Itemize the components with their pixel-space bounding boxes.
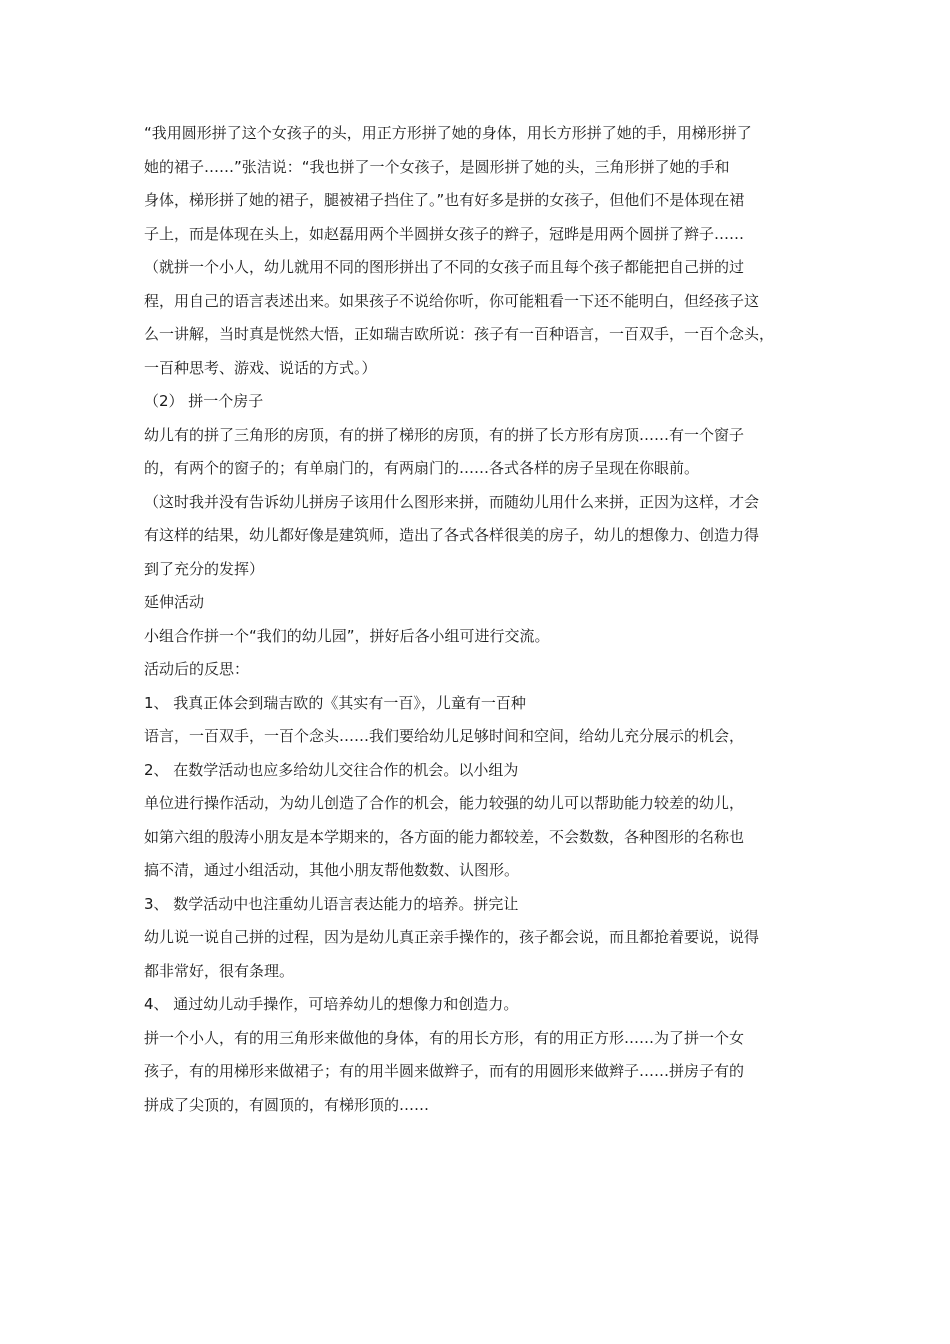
text-line: 的，有两个的窗子的；有单扇门的，有两扇门的……各式各样的房子呈现在你眼前。	[144, 459, 700, 477]
reflection-item-3	[144, 888, 808, 922]
text-line: 单位进行操作活动，为幼儿创造了合作的机会，能力较强的幼儿可以帮助能力较差的幼儿，	[144, 794, 745, 812]
text-line: 幼儿有的拼了三角形的房顶，有的拼了梯形的房顶，有的拼了长方形有房顶……有一个窗子	[144, 425, 745, 444]
text-line: 她的裙子……”张洁说：“我也拼了一个女孩子，是圆形拼了她的头，三角形拼了她的手和	[144, 157, 730, 176]
text-line: 小组合作拼一个“我们的幼儿园”，拼好后各小组可进行交流。	[144, 626, 550, 645]
text-line: 有这样的结果，幼儿都好像是建筑师，造出了各式各样很美的房子，幼儿的想像力、创造力得	[144, 526, 760, 544]
text-line: 延伸活动	[144, 593, 205, 611]
text-line: “我用圆形拼了这个女孩子的头，用正方形拼了她的身体，用长方形拼了她的手，用梯形拼了	[144, 124, 752, 142]
text-line: 程，用自己的语言表述出来。如果孩子不说给你听，你可能粗看一下还不能明白，但经孩子这	[144, 291, 760, 310]
text-line: 如第六组的殷涛小朋友是本学期来的，各方面的能力都较差，不会数数，各种图形的名称也	[144, 827, 745, 846]
text-line: 到了充分的发挥）	[144, 559, 265, 578]
paragraph-house-note	[144, 486, 808, 587]
paragraph-extension	[144, 620, 808, 654]
reflection-item-1	[144, 687, 808, 721]
text-line: 一百种思考、游戏、说话的方式。）	[144, 358, 377, 377]
text-line: 1、 我真正体会到瑞吉欧的《其实有一百》，儿童有一百种	[144, 693, 526, 712]
text-line: 活动后的反思：	[144, 660, 250, 678]
reflection-item-4	[144, 988, 808, 1022]
section-heading-reflection	[144, 653, 808, 687]
section-heading-extension	[144, 586, 808, 620]
text-line: 都非常好，很有条理。	[144, 961, 295, 980]
paragraph-girl-shapes	[144, 117, 808, 385]
section-heading-house	[144, 385, 808, 419]
text-line: 么一讲解，当时真是恍然大悟，正如瑞吉欧所说：孩子有一百种语言，一百双手，一百个念头，	[144, 325, 775, 343]
reflection-item-2	[144, 754, 808, 788]
text-line: 4、 通过幼儿动手操作，可培养幼儿的想像力和创造力。	[144, 995, 519, 1013]
text-line: 子上，而是体现在头上，如赵磊用两个半圆拼女孩子的辫子，冠晔是用两个圆拼了辫子……	[144, 224, 745, 243]
text-line: 孩子，有的用梯形来做裙子；有的用半圆来做辫子，而有的用圆形来做辫子……拼房子有的	[144, 1062, 745, 1080]
paragraph-house-shapes	[144, 419, 808, 486]
text-line: 语言，一百双手，一百个念头……我们要给幼儿足够时间和空间，给幼儿充分展示的机会，	[144, 727, 745, 745]
text-line: （就拼一个小人，幼儿就用不同的图形拼出了不同的女孩子而且每个孩子都能把自己拼的过	[144, 258, 745, 276]
text-line: 拼一个小人，有的用三角形来做他的身体，有的用长方形，有的用正方形……为了拼一个女	[144, 1028, 745, 1047]
text-line: （这时我并没有告诉幼儿拼房子该用什么图形来拼，而随幼儿用什么来拼，正因为这样，才会	[144, 492, 760, 511]
text-line: 搞不清，通过小组活动，其他小朋友帮他数数、认图形。	[144, 861, 520, 879]
text-line: 身体，梯形拼了她的裙子，腿被裙子挡住了。”也有好多是拼的女孩子，但他们不是体现在裙	[144, 191, 745, 209]
text-line: 3、 数学活动中也注重幼儿语言表达能力的培养。拼完让	[144, 894, 519, 913]
reflection-item-4-body	[144, 1022, 808, 1123]
reflection-item-1-body	[144, 720, 808, 754]
text-line: （2） 拼一个房子	[144, 392, 264, 410]
text-line: 拼成了尖顶的，有圆顶的，有梯形顶的……	[144, 1095, 430, 1114]
text-line: 幼儿说一说自己拼的过程，因为是幼儿真正亲手操作的，孩子都会说，而且都抢着要说，说得	[144, 928, 760, 946]
reflection-item-3-body	[144, 921, 808, 988]
reflection-item-2-body	[144, 787, 808, 888]
document-body	[144, 117, 808, 1122]
text-line: 2、 在数学活动也应多给幼儿交往合作的机会。以小组为	[144, 760, 519, 779]
